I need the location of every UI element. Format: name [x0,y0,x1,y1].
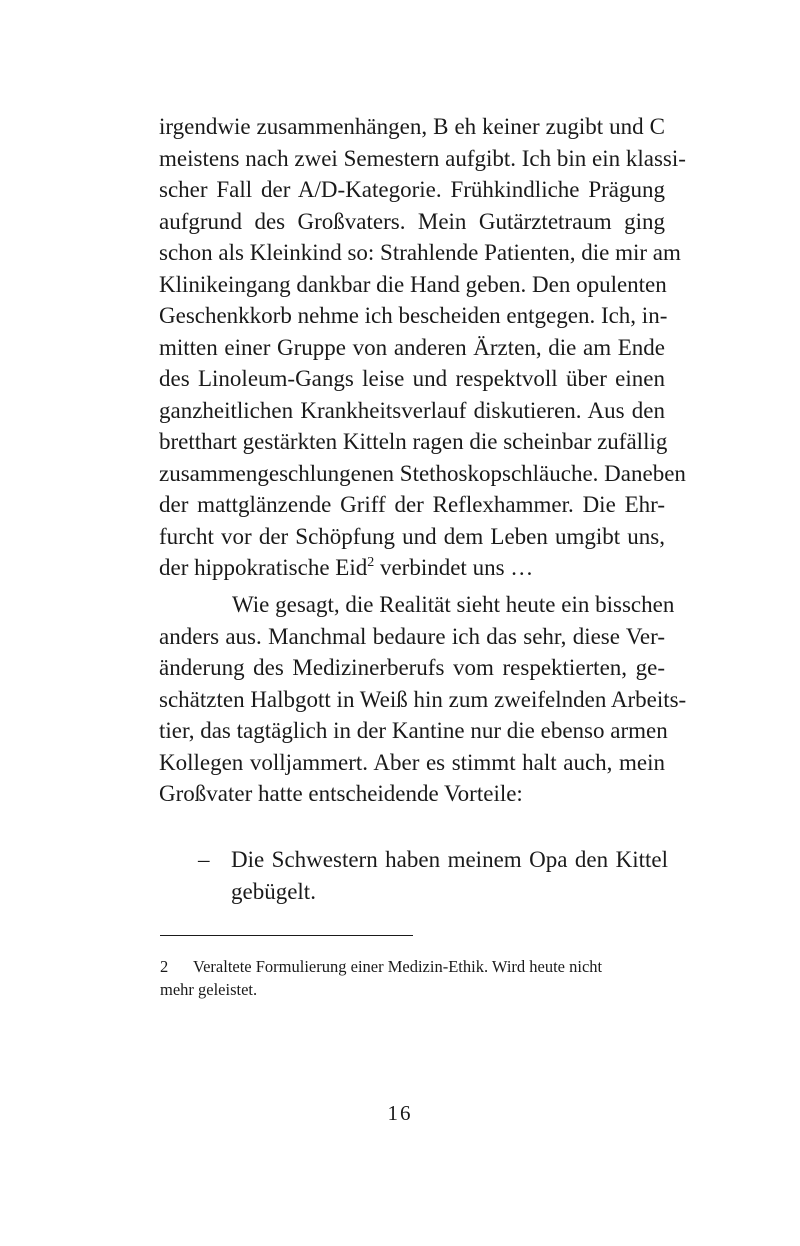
paragraph-1 [159,111,686,584]
text-line: irgendwie zusammenhängen, B eh keiner zugibt und C [159,114,665,139]
text-line-last [159,552,665,584]
text-line: scher Fall der A/D-Kategorie. Frühkindliche Prägung [159,177,665,202]
dash-list-item [198,844,668,907]
text-line: der mattglänzende Griff der Reflexhammer. Die Ehr- [159,492,665,517]
list-item-line: Die Schwestern haben meinem Opa den Kittel [231,847,668,872]
text-line: meistens nach zwei Semestern aufgibt. Ich bin ein klassi- [159,145,686,171]
text-line: bretthart gestärkten Kitteln ragen die scheinbar zufällig [159,429,668,454]
text-line: Klinikeingang dankbar die Hand geben. Den opulenten [159,271,667,297]
text-line: des Linoleum-Gangs leise und respektvoll über einen [159,366,665,391]
footnote-number: 2 [160,957,169,976]
text-line: Kollegen volljammert. Aber es stimmt halt auch, mein [159,749,665,775]
footnote [160,955,666,1001]
text-line: tier, das tagtäglich in der Kantine nur die ebenso armen [159,718,668,743]
text-before-footnote: der hippokratische Eid [159,555,368,580]
list-item-text [231,844,668,907]
footnote-reference[interactable]: 2 [367,555,375,570]
text-line: schätzten Halbgott in Weiß hin zum zweifelnden Arbeits- [159,686,687,712]
text-line-last: Großvater hatte entscheidende Vorteile: [159,781,523,806]
text-line: änderung des Medizinerberufs vom respektierten, ge- [159,655,665,680]
text-line: Geschenkkorb nehme ich bescheiden entgegen. Ich, in- [159,303,668,328]
footnote-separator [160,935,413,936]
text-line: mitten einer Gruppe von anderen Ärzten, die am Ende [159,334,665,360]
text-line: schon als Kleinkind so: Strahlende Patienten, die mir am [159,240,681,265]
footnote-line [160,955,666,978]
text-line: zusammengeschlungenen Stethoskopschläuche. Daneben [159,460,686,486]
text-line: anders aus. Manchmal bedaure ich das sehr, diese Ver- [159,623,665,649]
text-line: furcht vor der Schöpfung und dem Leben umgibt uns, [159,523,665,549]
footnote-line: mehr geleistet. [160,980,258,999]
page-number: 16 [387,1101,413,1125]
paragraph-2 [159,589,687,810]
text-line-indented: Wie gesagt, die Realität sieht heute ein bisschen [232,592,675,617]
text-line: ganzheitlichen Krankheitsverlauf diskutieren. Aus den [159,397,665,423]
text-after-footnote: verbindet uns … [374,555,534,580]
list-item-line: gebügelt. [231,878,316,904]
dash-bullet: – [198,847,210,872]
footnote-text: Veraltete Formulierung einer Medizin-Ethik. Wird heute nicht [193,957,603,976]
text-line: aufgrund des Großvaters. Mein Gutärztetraum ging [159,208,665,234]
